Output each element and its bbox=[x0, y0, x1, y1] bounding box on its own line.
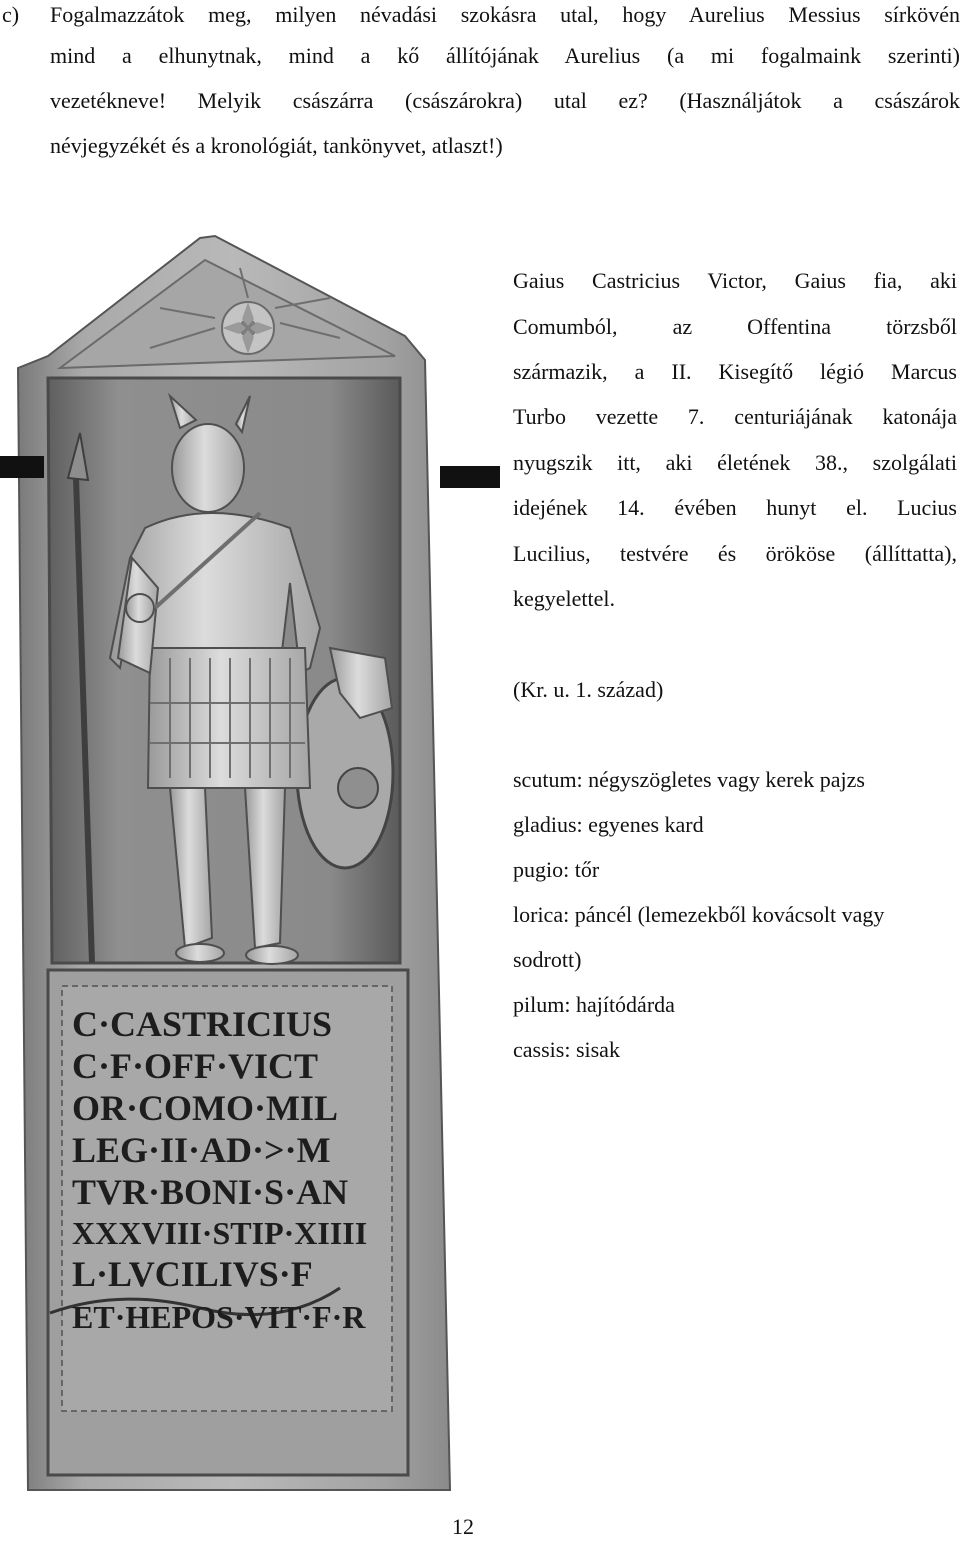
glossary-item: lorica: páncél (lemezekből kovácsolt vagy bbox=[513, 902, 885, 927]
glossary-item: pilum: hajítódárda bbox=[513, 992, 675, 1017]
glossary-item: sodrott) bbox=[513, 947, 582, 972]
translation-line: Gaius Castricius Victor, Gaius fia, aki bbox=[513, 268, 957, 293]
tombstone-relief-image bbox=[0, 228, 500, 1493]
inscription-line: L·LVCILIVS·F bbox=[72, 1254, 313, 1294]
rosette-ornament bbox=[222, 302, 274, 354]
translation-line: kegyelettel. bbox=[513, 586, 616, 611]
translation-line: nyugszik itt, aki életének 38., szolgálati bbox=[513, 450, 957, 475]
translation-line: Comumból, az Offentina törzsből bbox=[513, 314, 957, 339]
task-line: Fogalmazzátok meg, milyen névadási szokásra utal, hogy Aurelius Messius sírkövén bbox=[50, 2, 960, 27]
inscription-line: C·CASTRICIUS bbox=[72, 1004, 333, 1044]
glossary-item: cassis: sisak bbox=[513, 1037, 620, 1062]
inscription-line: TVR·BONI·S·AN bbox=[72, 1172, 349, 1212]
task-line: mind a elhunytnak, mind a kő állítójának Aurelius (a mi fogalmaink szerinti) bbox=[50, 43, 960, 68]
translation-line: Lucilius, testvére és örököse (állíttatta), bbox=[513, 541, 957, 566]
glossary-item: gladius: egyenes kard bbox=[513, 812, 704, 837]
inscription-line: LEG·II·AD·>·M bbox=[72, 1130, 331, 1170]
translation-date: (Kr. u. 1. század) bbox=[513, 677, 664, 702]
inscription-line: ET·HEPOS·VIT·F·R bbox=[72, 1299, 366, 1335]
translation-line: származik, a II. Kisegítő légió Marcus bbox=[513, 359, 957, 384]
inscription-line: OR·COMO·MIL bbox=[72, 1088, 338, 1128]
task-label: c) bbox=[2, 2, 20, 27]
translation-line: idejének 14. évében hunyt el. Lucius bbox=[513, 495, 957, 520]
glossary-item: pugio: tőr bbox=[513, 857, 600, 882]
task-line: névjegyzékét és a kronológiát, tankönyvet, atlaszt!) bbox=[50, 133, 503, 158]
inscription-line: XXXVIII·STIP·XIIII bbox=[72, 1215, 368, 1251]
translation-line: Turbo vezette 7. centuriájának katonája bbox=[513, 404, 957, 429]
glossary-item: scutum: négyszögletes vagy kerek pajzs bbox=[513, 767, 865, 792]
inscription-line: C·F·OFF·VICT bbox=[72, 1046, 319, 1086]
task-line: vezetékneve! Melyik császárra (császárokra) utal ez? (Használjátok a császárok bbox=[50, 88, 960, 113]
page-number: 12 bbox=[452, 1514, 474, 1539]
